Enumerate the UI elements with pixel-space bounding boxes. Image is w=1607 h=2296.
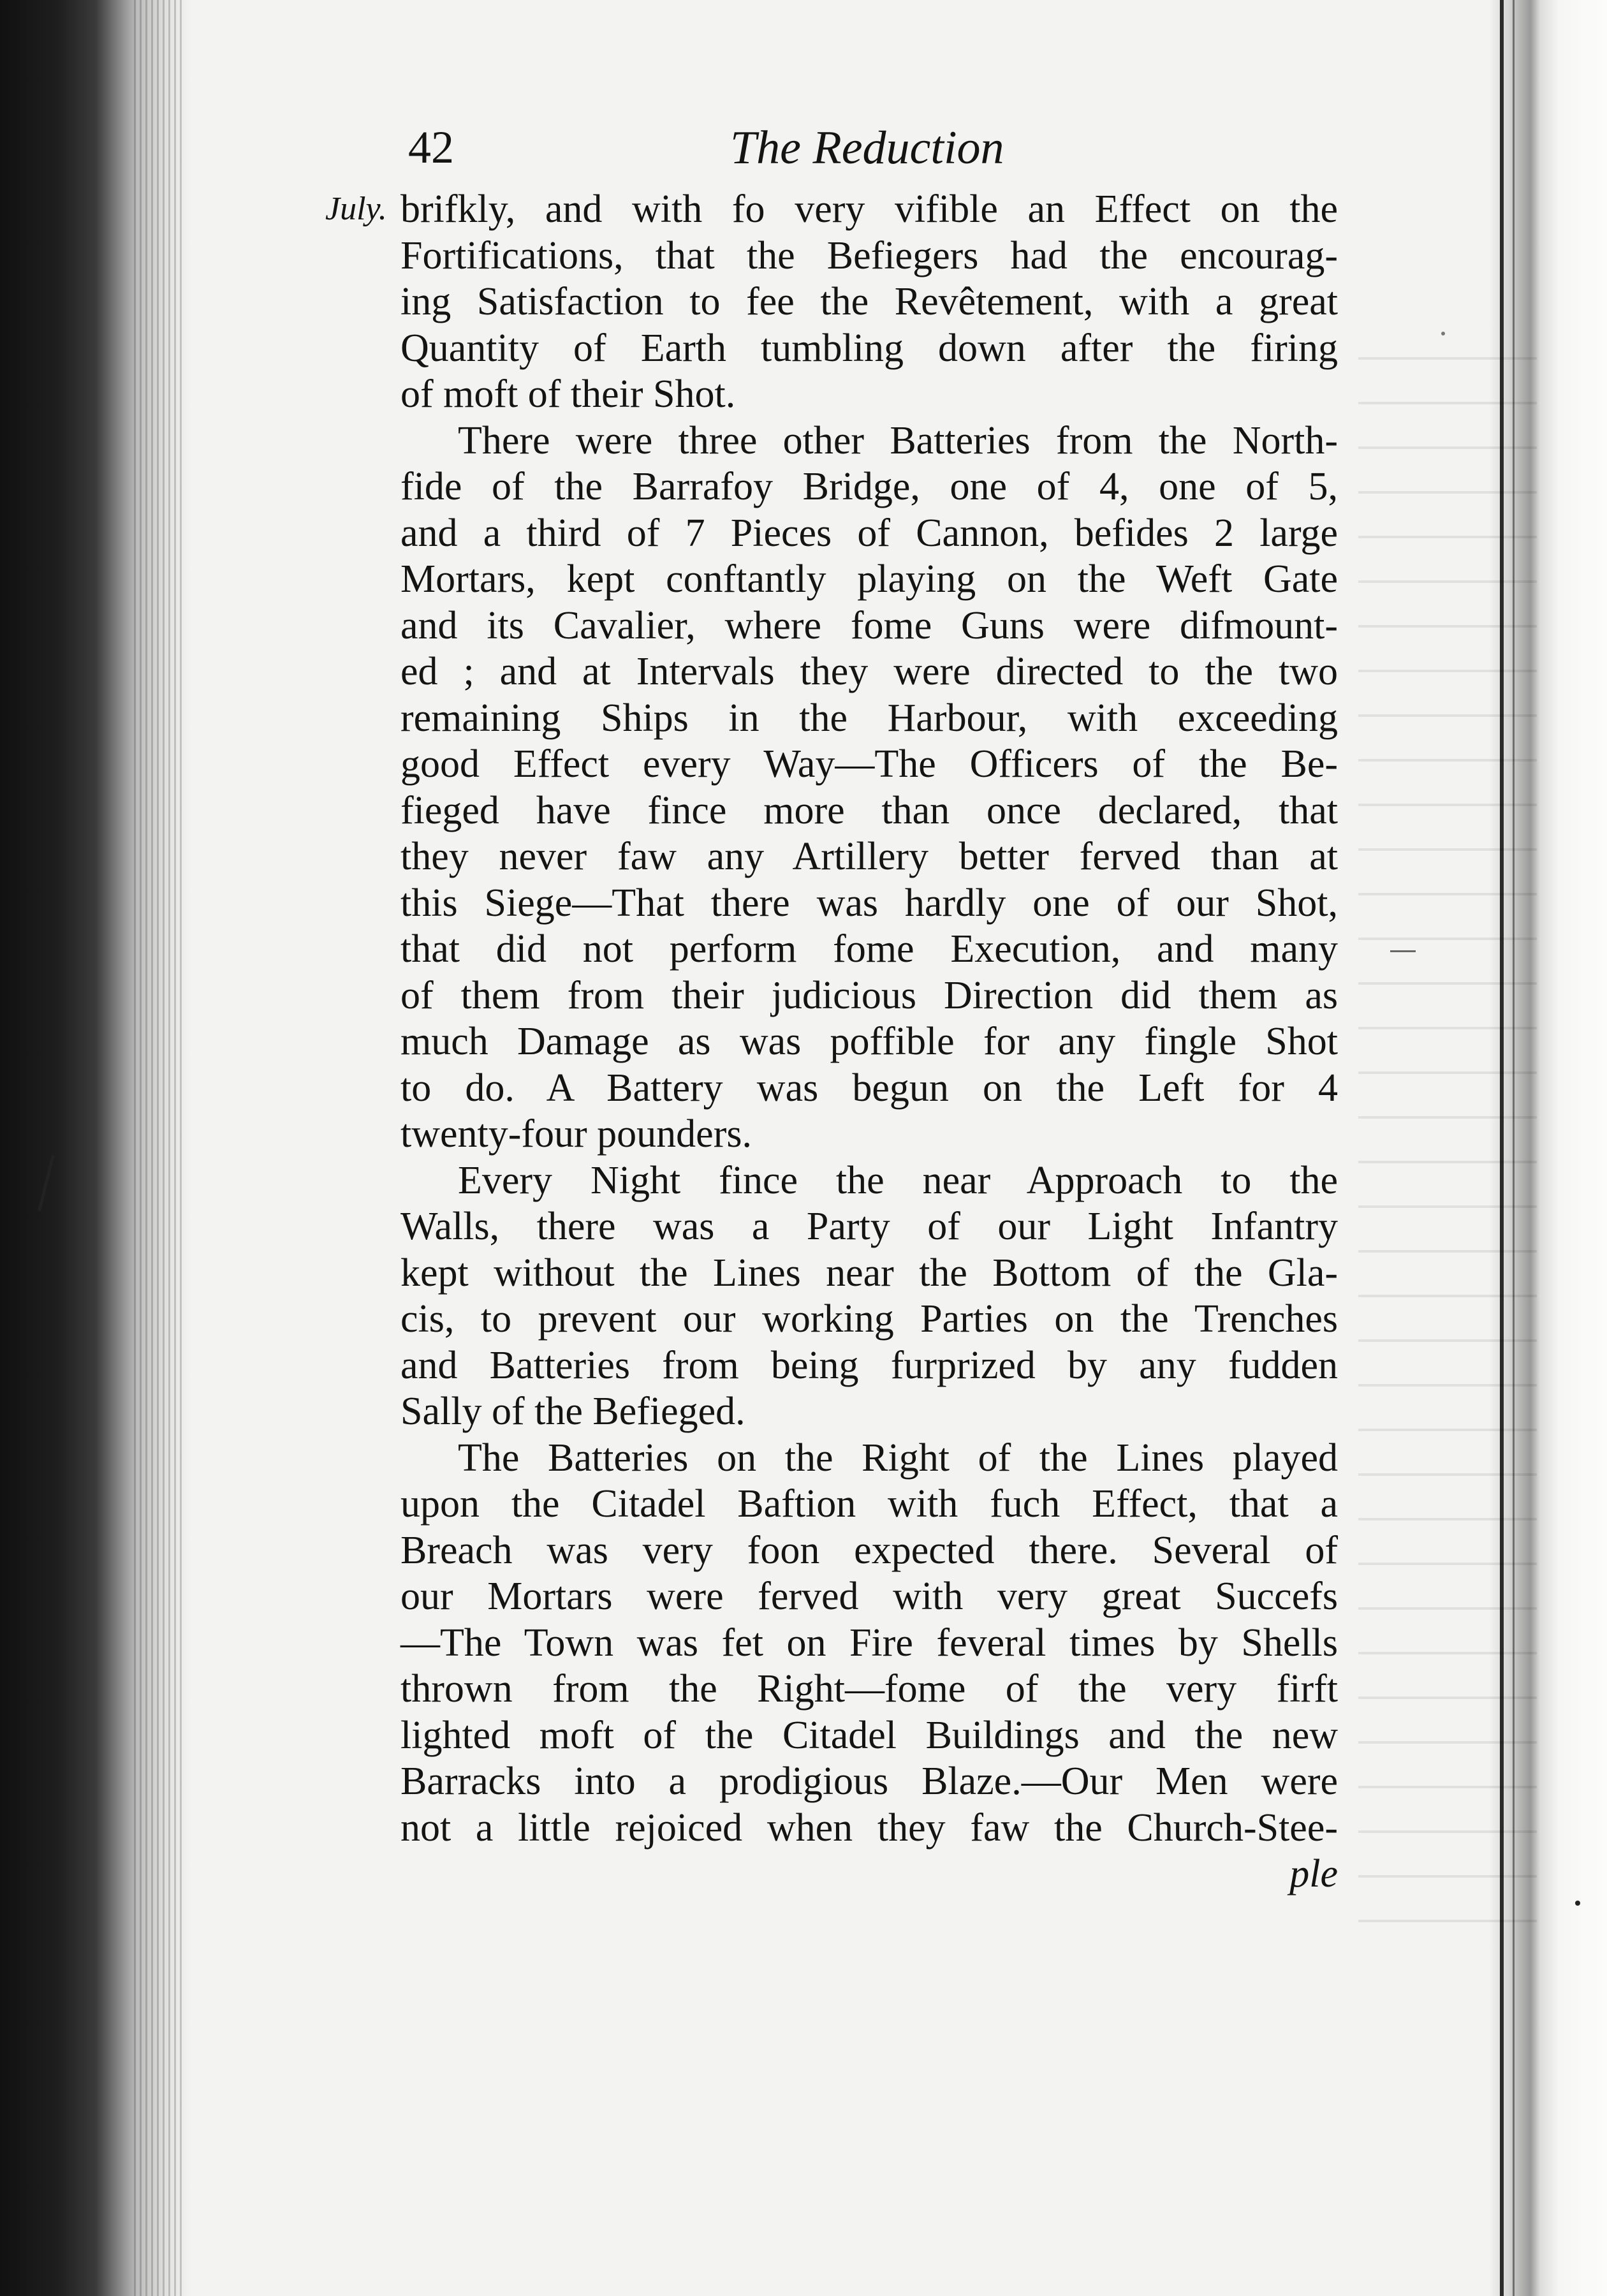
running-head: The Reduction xyxy=(730,122,1004,174)
page-number: 42 xyxy=(408,122,454,173)
text-line: they never faw any Artillery better ferved than at xyxy=(400,835,1338,878)
text-line: Every Night fince the near Approach to the xyxy=(458,1158,1338,1202)
text-line: Fortifications, that the Befiegers had the encourag- xyxy=(400,233,1338,277)
text-line: Sally of the Befieged. xyxy=(400,1390,745,1433)
page-header xyxy=(408,121,1377,191)
text-line: and a third of 7 Pieces of Cannon, befides 2 large xyxy=(400,511,1338,555)
text-line: our Mortars were ferved with very great Succefs xyxy=(400,1575,1338,1618)
text-line: There were three other Batteries from the North- xyxy=(458,418,1338,462)
text-line: remaining Ships in the Harbour, with exceeding xyxy=(400,696,1338,740)
text-line: Quantity of Earth tumbling down after the firing xyxy=(400,326,1338,370)
margin-note: July. xyxy=(325,191,387,227)
text-line: to do. A Battery was begun on the Left for 4 xyxy=(400,1066,1338,1110)
text-line: fide of the Barrafoy Bridge, one of 4, one of 5, xyxy=(400,465,1338,508)
text-line: Walls, there was a Party of our Light Infantry xyxy=(400,1205,1338,1248)
stray-mark xyxy=(1441,332,1445,335)
text-line: twenty-four pounders. xyxy=(400,1112,752,1156)
text-line: and Batteries from being furprized by any fudden xyxy=(400,1343,1338,1387)
text-line: much Damage as was poffible for any fingle Shot xyxy=(400,1020,1338,1063)
body-text xyxy=(400,186,1338,1897)
stray-mark xyxy=(1390,950,1416,952)
text-line: and its Cavalier, where fome Guns were difmount- xyxy=(400,603,1338,647)
text-line: brifkly, and with fo very vifible an Effect on the xyxy=(400,188,1338,231)
text-line: of moft of their Shot. xyxy=(400,372,736,416)
text-line: Barracks into a prodigious Blaze.—Our Men were xyxy=(400,1760,1338,1803)
text-line: that did not perform fome Execution, and many xyxy=(400,927,1338,971)
text-line: this Siege—That there was hardly one of our Shot, xyxy=(400,881,1338,925)
text-line: not a little rejoiced when they faw the Church-Stee- xyxy=(400,1806,1338,1850)
text-line: upon the Citadel Baftion with fuch Effect, that a xyxy=(400,1482,1338,1526)
text-line: fieged have fince more than once declared, that xyxy=(400,788,1338,832)
text-line: ed ; and at Intervals they were directed to the two xyxy=(400,650,1338,693)
page-stack-edge xyxy=(134,0,185,2296)
text-line: kept without the Lines near the Bottom of the Gla- xyxy=(400,1251,1338,1295)
text-line: thrown from the Right—fome of the very firft xyxy=(400,1667,1338,1711)
text-line: ing Satisfaction to fee the Revêtement, with a great xyxy=(400,280,1338,323)
catchword: ple xyxy=(1289,1852,1338,1895)
text-line: —The Town was fet on Fire feveral times by Shells xyxy=(400,1621,1338,1665)
text-line: of them from their judicious Direction did them as xyxy=(400,973,1338,1017)
text-line: cis, to prevent our working Parties on the Trenches xyxy=(400,1297,1338,1341)
text-line: lighted moft of the Citadel Buildings and the new xyxy=(400,1713,1338,1757)
text-line: Mortars, kept conftantly playing on the Weft Gate xyxy=(400,557,1338,601)
stray-mark xyxy=(1575,1901,1580,1906)
show-through-bleed xyxy=(1358,357,1537,1952)
text-line: The Batteries on the Right of the Lines played xyxy=(458,1436,1338,1480)
text-line: good Effect every Way—The Officers of the Be- xyxy=(400,742,1338,786)
text-line: Breach was very foon expected there. Several of xyxy=(400,1528,1338,1572)
